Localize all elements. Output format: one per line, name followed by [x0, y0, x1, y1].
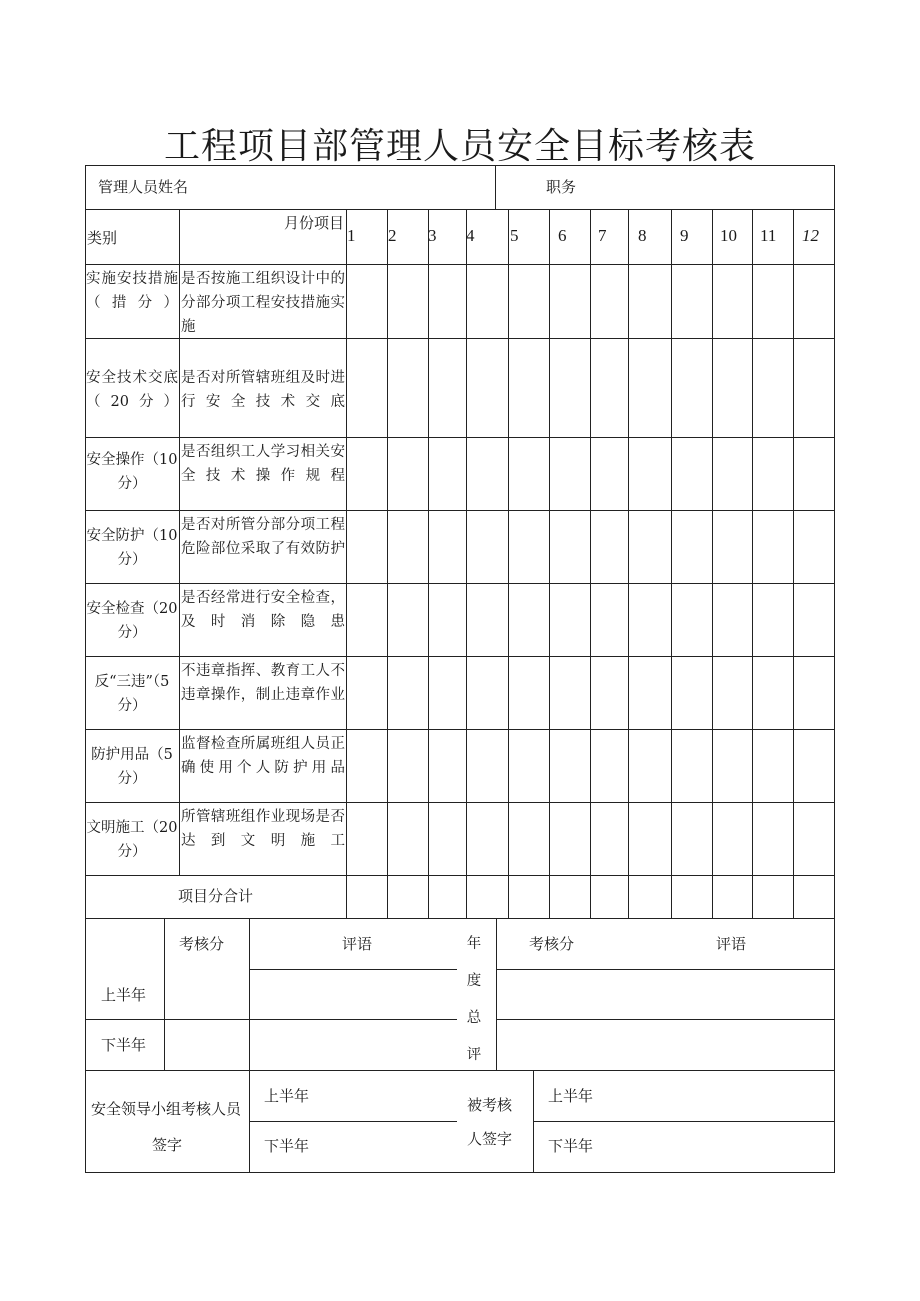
- sign-first-half-label: 上半年: [264, 1087, 310, 1105]
- first-half-label: 上半年: [101, 986, 147, 1004]
- row-4-category: 安全防护（10分）: [86, 528, 178, 568]
- month-1: 1: [347, 226, 356, 245]
- row-6-item: 不违章指挥、教育工人不违章操作，制止违章作业: [181, 663, 345, 703]
- row-8-category: 文明施工（20分）: [86, 820, 178, 860]
- name-label: 管理人员姓名: [98, 178, 189, 196]
- position-label: 职务: [546, 178, 577, 196]
- month-item-label: 月份项目: [284, 214, 345, 232]
- month-7: 7: [598, 226, 607, 245]
- month-8: 8: [638, 226, 647, 245]
- month-3: 3: [428, 226, 437, 245]
- row-7-category: 防护用品（5分）: [91, 747, 173, 787]
- row-5-item: 是否经常进行安全检查，及时消除隐患: [181, 590, 345, 630]
- month-4: 4: [466, 226, 475, 245]
- month-5: 5: [510, 226, 519, 245]
- assessee-sign-label: 人签字: [467, 1130, 513, 1148]
- row-1-category: 实施安技措施（措分）: [86, 271, 178, 311]
- month-10: 10: [720, 226, 737, 245]
- leader-group-label: 安全领导小组考核人员: [91, 1100, 242, 1118]
- subtotal-label: 项目分合计: [178, 887, 254, 905]
- row-2-item: 是否对所管辖班组及时进行安全技术交底: [181, 370, 345, 410]
- row-8-item: 所管辖班组作业现场是否达到文明施工: [181, 809, 345, 849]
- month-6: 6: [558, 226, 567, 245]
- annual-score-label: 考核分: [529, 935, 575, 953]
- row-1-item: 是否按施工组织设计中的分部分项工程安技措施实施: [181, 271, 345, 335]
- comment-label: 评语: [342, 935, 373, 953]
- sign-second-half-label: 下半年: [264, 1137, 310, 1155]
- row-2-category: 安全技术交底（20分）: [86, 370, 178, 410]
- row-3-category: 安全操作（10分）: [86, 452, 178, 492]
- row-4-item: 是否对所管分部分项工程危险部位采取了有效防护: [181, 517, 345, 557]
- category-label: 类别: [87, 229, 118, 247]
- month-11: 11: [760, 226, 777, 245]
- second-half-label: 下半年: [101, 1036, 147, 1054]
- month-12: 12: [802, 226, 819, 245]
- leader-sign-label: 签字: [152, 1136, 183, 1154]
- annual-comment-label: 评语: [716, 935, 747, 953]
- assessee-label: 被考核: [467, 1096, 513, 1114]
- assessee-first-half-label: 上半年: [548, 1087, 594, 1105]
- month-9: 9: [680, 226, 689, 245]
- score-label: 考核分: [179, 935, 225, 953]
- row-7-item: 监督检查所属班组人员正确使用个人防护用品: [181, 736, 345, 776]
- assessee-second-half-label: 下半年: [548, 1137, 594, 1155]
- row-3-item: 是否组织工人学习相关安全技术操作规程: [181, 444, 345, 484]
- row-6-category: 反“三违”（5分）: [94, 674, 170, 714]
- page-title: 工程项目部管理人员安全目标考核表: [163, 126, 756, 167]
- row-5-category: 安全检查（20分）: [86, 601, 178, 641]
- month-2: 2: [388, 226, 397, 245]
